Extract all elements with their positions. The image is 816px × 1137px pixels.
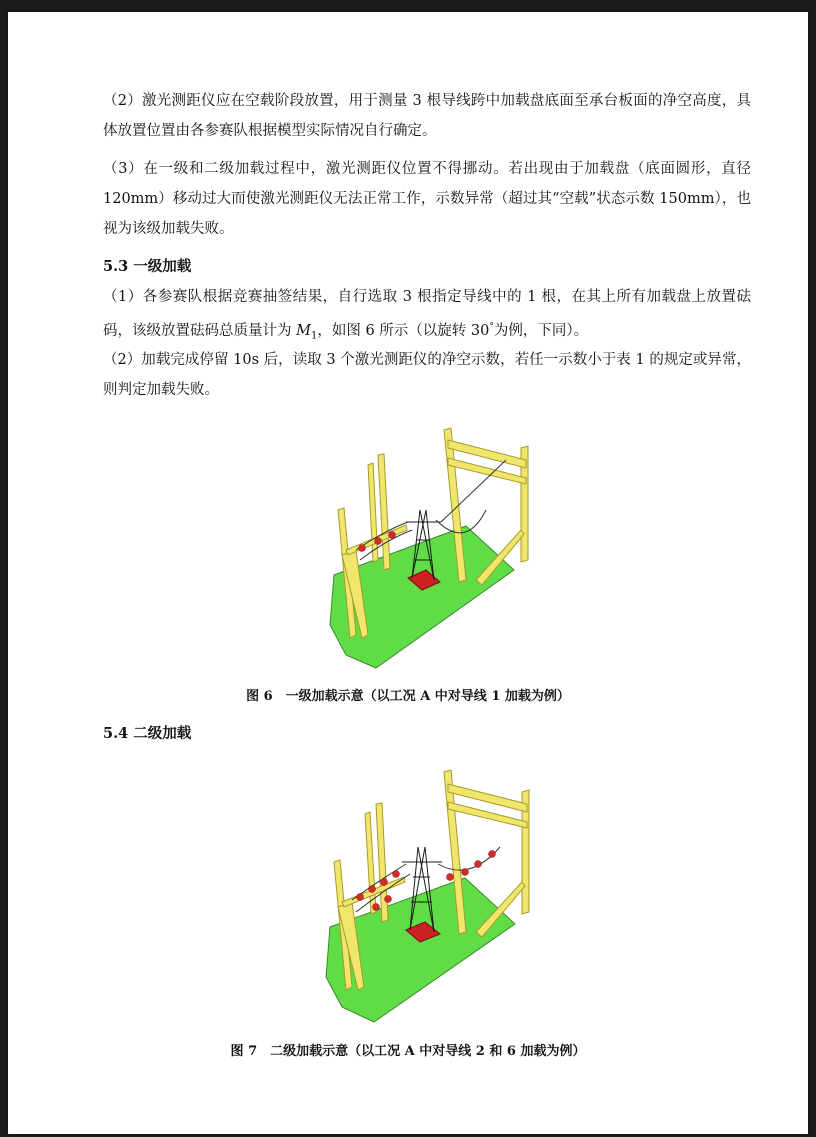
figure-6-first-level-loading <box>316 410 546 670</box>
mass-variable: M <box>296 322 311 339</box>
heading-5-4: 5.4 二级加载 <box>103 725 192 742</box>
text-segment: 为例，下同）。 <box>493 322 589 339</box>
paragraph-5-2-item-2: （2）激光测距仪应在空载阶段放置，用于测量 3 根导线跨中加载盘底面至承台板面的净空高度，具体放置位置由各参赛队根据模型实际情况自行确定。 <box>103 93 751 139</box>
text-segment: ，如图 6 所示（以旋转 30 <box>317 322 490 339</box>
paragraph-5-2-item-3: （3）在一级和二级加载过程中，激光测距仪位置不得挪动。若出现由于加载盘（底面圆形，直径 120mm）移动过大而使激光测距仪无法正常工作，示数异常（超过其“空载”状态示数 150mm），也视为该级加载失败。 <box>103 161 751 237</box>
figure-7-caption: 图 7 二级加载示意（以工况 A 中对导线 2 和 6 加载为例） <box>230 1044 586 1059</box>
degree-symbol: ° <box>489 322 494 332</box>
heading-5-3: 5.3 一级加载 <box>103 258 192 275</box>
text-segment: （1）各参赛队根据竞赛抽签结果，自行选取 3 根指定导线中的 1 根，在其上所有加载盘上放置砝码，该级放置砝码总质量计为 <box>103 289 751 339</box>
paragraph-5-3-item-2: （2）加载完成停留 10s 后，读取 3 个激光测距仪的净空示数，若任一示数小于表 1 的规定或异常，则判定加载失败。 <box>103 352 751 398</box>
figure-7-second-level-loading <box>310 752 545 1027</box>
mass-subscript: 1 <box>310 330 318 342</box>
paragraph-5-3-item-1 <box>103 282 751 352</box>
figure-6-caption: 图 6 一级加载示意（以工况 A 中对导线 1 加载为例） <box>246 689 570 704</box>
document-page <box>8 12 808 1134</box>
